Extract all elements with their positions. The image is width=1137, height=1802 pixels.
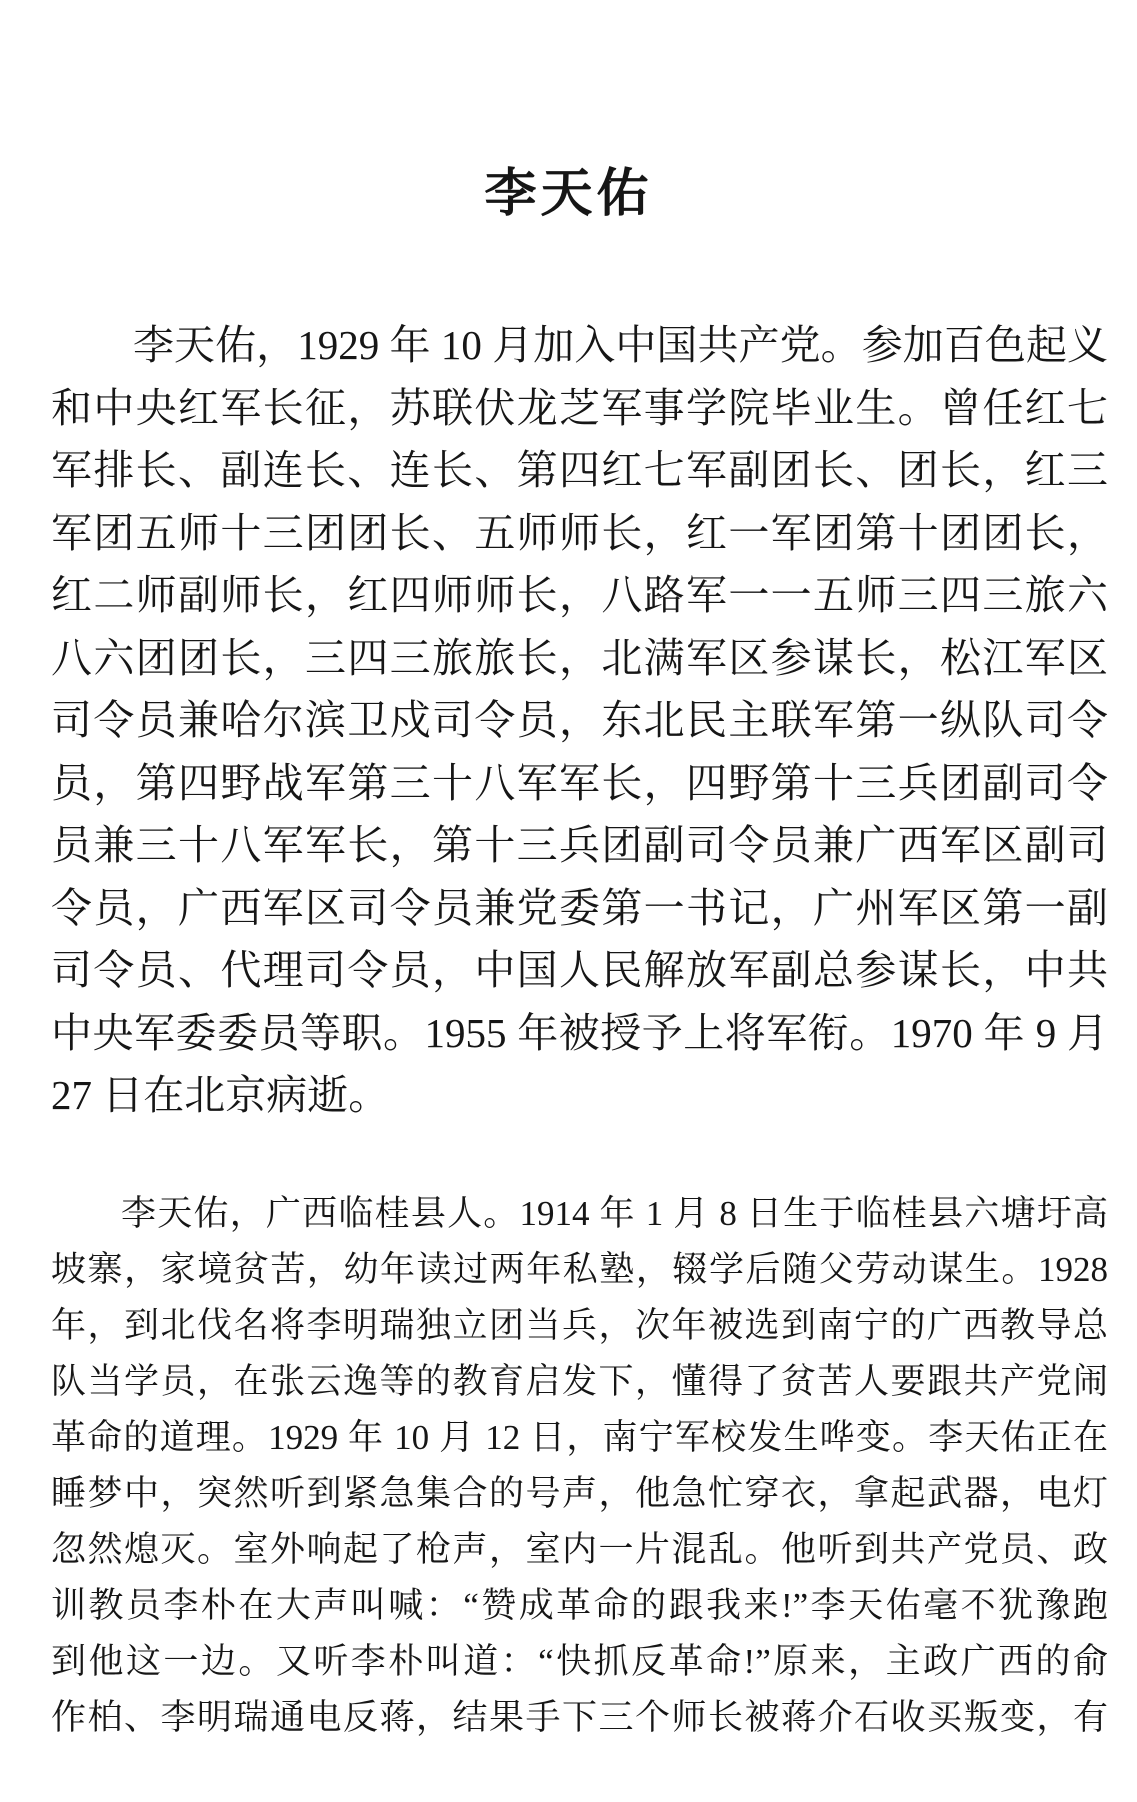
text-line: 和中央红军长征，苏联伏龙芝军事学院毕业生。曾任红七 bbox=[51, 384, 1108, 431]
text-line: 李天佑，广西临桂县人。1914 年 1 月 8 日生于临桂县六塘圩高 bbox=[121, 1194, 1108, 1233]
text-line: 年，到北伐名将李明瑞独立团当兵，次年被选到南宁的广西教导总 bbox=[51, 1306, 1108, 1345]
text-line: 司令员、代理司令员，中国人民解放军副总参谋长，中共 bbox=[51, 947, 1108, 993]
text-line: 八六团团长，三四三旅旅长，北满军区参谋长，松江军区 bbox=[51, 634, 1108, 681]
text-line: 到他这一边。又听李朴叫道：“快抓反革命!”原来，主政广西的俞 bbox=[51, 1642, 1108, 1681]
text-line: 训教员李朴在大声叫喊：“赞成革命的跟我来!”李天佑毫不犹豫跑 bbox=[51, 1586, 1108, 1625]
text-line: 革命的道理。1929 年 10 月 12 日，南宁军校发生哗变。李天佑正在 bbox=[51, 1418, 1108, 1457]
text-line: 忽然熄灭。室外响起了枪声，室内一片混乱。他听到共产党员、政 bbox=[51, 1530, 1108, 1569]
text-line: 队当学员，在张云逸等的教育启发下，懂得了贫苦人要跟共产党闹 bbox=[51, 1362, 1108, 1401]
text-line: 员兼三十八军军长，第十三兵团副司令员兼广西军区副司 bbox=[51, 822, 1108, 868]
text-line: 坡寨，家境贫苦，幼年读过两年私塾，辍学后随父劳动谋生。1928 bbox=[51, 1250, 1108, 1289]
text-line: 令员，广西军区司令员兼党委第一书记，广州军区第一副 bbox=[51, 884, 1108, 931]
text-line: 员，第四野战军第三十八军军长，四野第十三兵团副司令 bbox=[51, 759, 1108, 806]
text-line: 27 日在北京病逝。 bbox=[51, 1072, 390, 1118]
text-line: 睡梦中，突然听到紧急集合的号声，他急忙穿衣，拿起武器，电灯 bbox=[51, 1474, 1108, 1513]
text-line: 司令员兼哈尔滨卫戍司令员，东北民主联军第一纵队司令 bbox=[51, 697, 1108, 743]
page-title: 李天佑 bbox=[484, 166, 653, 223]
text-line: 军团五师十三团团长、五师师长，红一军团第十团团长， bbox=[51, 509, 1108, 556]
paragraph-service-summary bbox=[51, 314, 1108, 1127]
text-line: 红二师副师长，红四师师长，八路军一一五师三四三旅六 bbox=[51, 572, 1108, 618]
paragraph-early-life bbox=[51, 1186, 1108, 1746]
text-line: 李天佑，1929 年 10 月加入中国共产党。参加百色起义 bbox=[133, 322, 1108, 368]
text-line: 中央军委委员等职。1955 年被授予上将军衔。1970 年 9 月 bbox=[51, 1009, 1108, 1056]
text-line: 军排长、副连长、连长、第四红七军副团长、团长，红三 bbox=[51, 447, 1108, 493]
text-line: 作柏、李明瑞通电反蒋，结果手下三个师长被蒋介石收买叛变，有 bbox=[51, 1698, 1108, 1737]
